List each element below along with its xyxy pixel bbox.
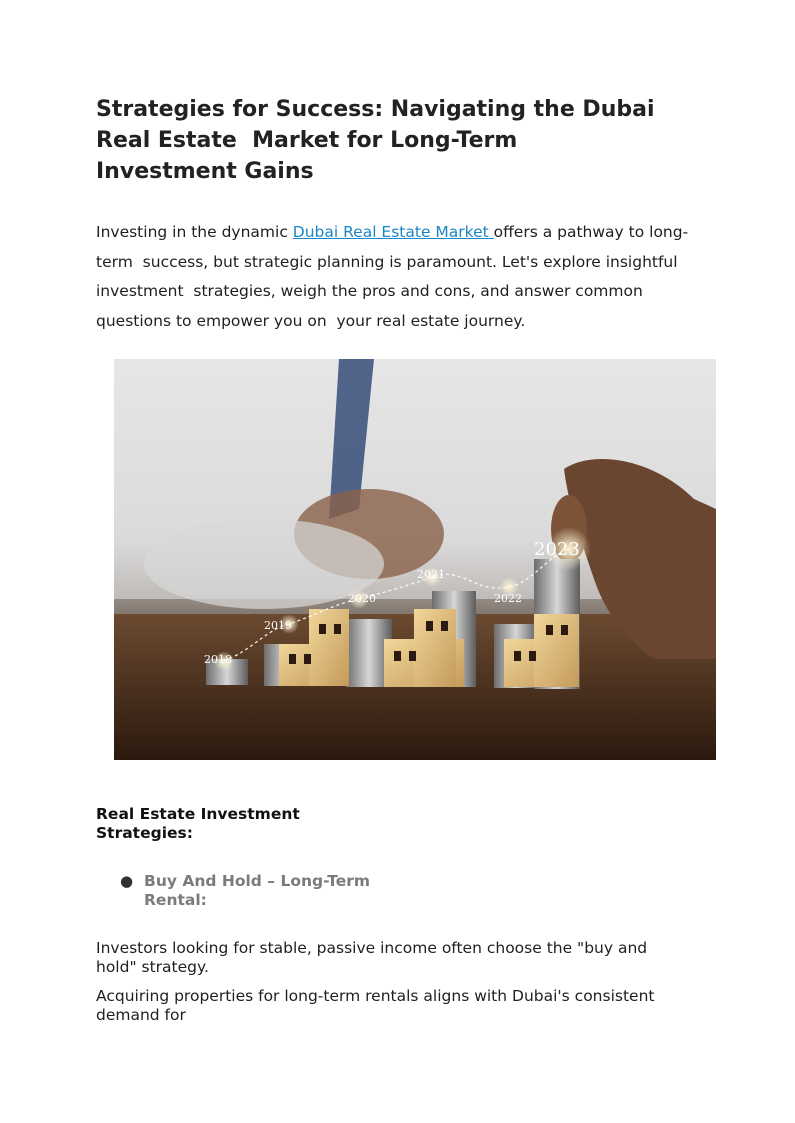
intro-line-3: investment strategies, weigh the pros and cons, and answer common	[96, 282, 643, 300]
section-heading-line: Strategies:	[96, 824, 193, 842]
article-title	[96, 94, 686, 187]
section-heading	[96, 805, 416, 843]
paragraph-line: hold" strategy.	[96, 958, 209, 976]
intro-line-4: questions to empower you on your real estate journey.	[96, 311, 526, 330]
paragraph-line: Investors looking for stable, passive income often choose the "buy and	[96, 939, 648, 957]
intro-line-1	[96, 218, 696, 248]
paragraph-line: demand for	[96, 1006, 186, 1024]
year-label-2019: 2019	[264, 619, 292, 632]
year-label-2023: 2023	[534, 539, 580, 560]
hero-image	[114, 359, 716, 760]
title-line: Investment Gains	[96, 159, 314, 184]
year-label-2018: 2018	[204, 653, 232, 666]
list-item-text	[144, 872, 370, 910]
bullet-icon: ●	[120, 872, 134, 890]
year-label-2021: 2021	[417, 568, 445, 581]
title-line: Strategies for Success: Navigating the Dubai	[96, 97, 655, 122]
intro-line-2: term success, but strategic planning is paramount. Let's explore insightful	[96, 252, 678, 271]
dubai-real-estate-market-link[interactable]: Dubai Real Estate Market	[292, 223, 494, 241]
year-label-2022: 2022	[494, 592, 522, 605]
intro-paragraph	[96, 218, 696, 336]
intro-text-before-link: Investing in the dynamic	[96, 223, 293, 241]
body-paragraph-2	[96, 987, 696, 1025]
intro-text-after-link: offers a pathway to long-	[493, 223, 689, 241]
paragraph-line: Acquiring properties for long-term rentals aligns with Dubai's consistent	[96, 987, 655, 1005]
list-item-line: Rental:	[144, 891, 207, 909]
year-label-2020: 2020	[348, 592, 376, 605]
title-line: Real Estate Market for Long-Term	[96, 128, 518, 153]
section-heading-line: Real Estate Investment	[96, 805, 300, 823]
coins-and-buildings-illustration	[114, 359, 716, 760]
body-paragraph-1	[96, 939, 696, 977]
list-item-line: Buy And Hold – Long-Term	[144, 872, 371, 890]
